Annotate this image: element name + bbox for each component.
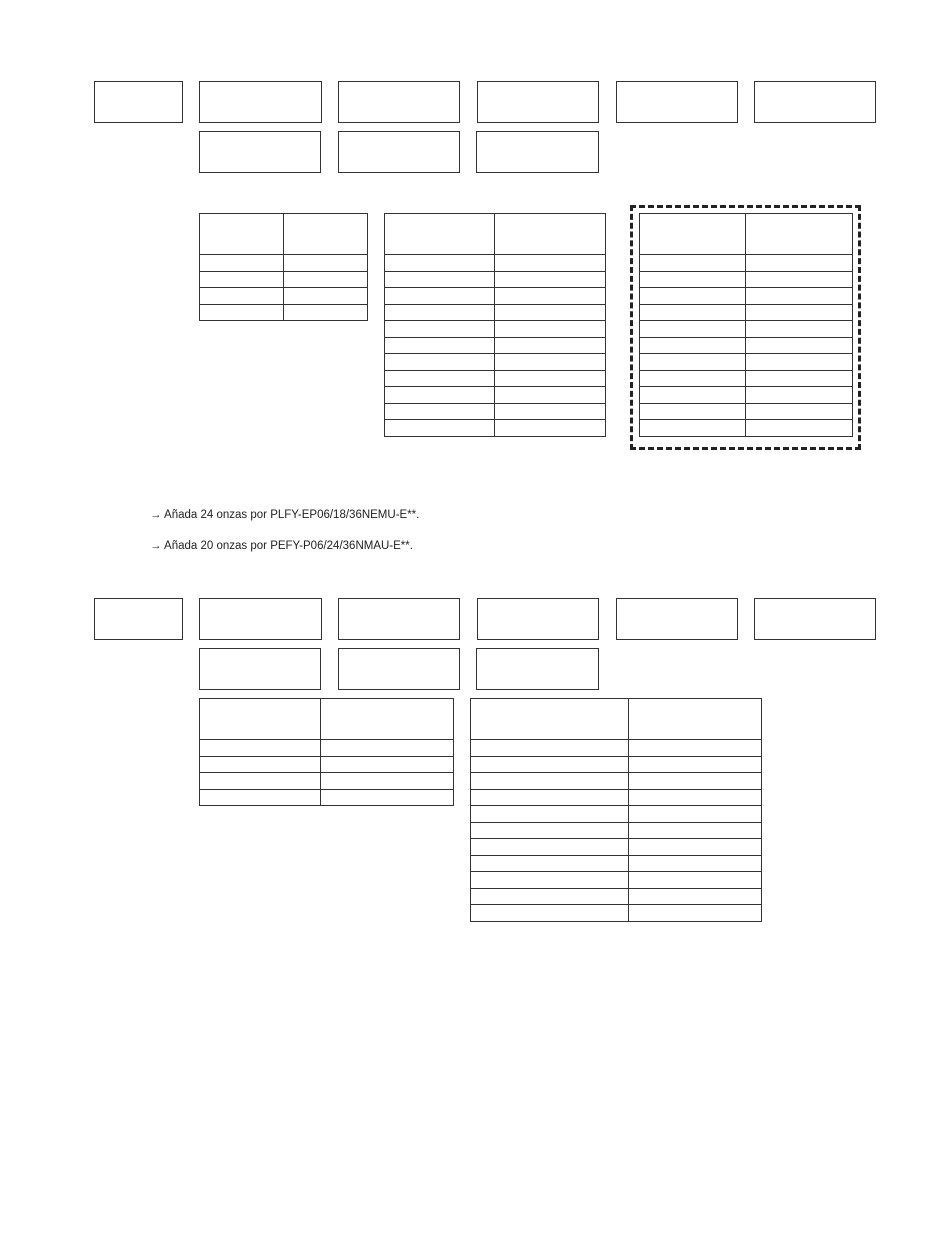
- header-box: [338, 598, 460, 640]
- table-row: [200, 740, 454, 757]
- table-row: [471, 756, 762, 773]
- data-table: [199, 213, 368, 321]
- note-line-1: → Añada 24 onzas por PLFY-EP06/18/36NEMU-E**.: [150, 509, 420, 521]
- header-box: [199, 598, 322, 640]
- header-box: [199, 131, 321, 173]
- header-box: [616, 81, 738, 123]
- table-row: [385, 354, 606, 371]
- table-row: [640, 420, 853, 437]
- table-row: [471, 773, 762, 790]
- table-header-row: [385, 214, 606, 255]
- table-row: [640, 387, 853, 404]
- table-row: [200, 271, 368, 288]
- table-row: [200, 304, 368, 321]
- header-box: [616, 598, 738, 640]
- header-box: [199, 81, 322, 123]
- header-box: [477, 81, 599, 123]
- header-box: [338, 648, 460, 690]
- table-row: [385, 337, 606, 354]
- table-row: [640, 337, 853, 354]
- table-row: [640, 304, 853, 321]
- note-line-2: → Añada 20 onzas por PEFY-P06/24/36NMAU-E**.: [150, 540, 413, 552]
- table-row: [471, 789, 762, 806]
- table-header-row: [200, 214, 368, 255]
- table-row: [385, 288, 606, 305]
- header-box: [199, 648, 321, 690]
- table-header-row: [200, 699, 454, 740]
- table-row: [471, 872, 762, 889]
- data-table: [470, 698, 762, 922]
- table-row: [385, 420, 606, 437]
- table-row: [200, 789, 454, 806]
- highlighted-table: [639, 213, 853, 437]
- table-row: [640, 255, 853, 272]
- table-row: [385, 255, 606, 272]
- header-box: [477, 598, 599, 640]
- table-row: [200, 773, 454, 790]
- table-row: [640, 354, 853, 371]
- table-row: [385, 271, 606, 288]
- header-box: [754, 81, 876, 123]
- header-box: [476, 648, 599, 690]
- table-row: [200, 756, 454, 773]
- table-row: [471, 905, 762, 922]
- table-row: [471, 855, 762, 872]
- header-box: [94, 598, 183, 640]
- table-row: [640, 403, 853, 420]
- table-row: [200, 255, 368, 272]
- table-row: [640, 321, 853, 338]
- table-header-row: [471, 699, 762, 740]
- table-header-row: [640, 214, 853, 255]
- header-box: [754, 598, 876, 640]
- header-box: [338, 81, 460, 123]
- table-row: [471, 822, 762, 839]
- table-row: [385, 321, 606, 338]
- table-row: [471, 806, 762, 823]
- table-row: [640, 288, 853, 305]
- data-table: [384, 213, 606, 437]
- table-row: [385, 387, 606, 404]
- table-row: [471, 839, 762, 856]
- table-row: [385, 403, 606, 420]
- table-row: [385, 370, 606, 387]
- table-row: [640, 271, 853, 288]
- header-box: [338, 131, 460, 173]
- data-table: [199, 698, 454, 806]
- table-row: [385, 304, 606, 321]
- header-box: [94, 81, 183, 123]
- table-row: [640, 370, 853, 387]
- table-row: [471, 888, 762, 905]
- table-row: [471, 740, 762, 757]
- header-box: [476, 131, 599, 173]
- table-row: [200, 288, 368, 305]
